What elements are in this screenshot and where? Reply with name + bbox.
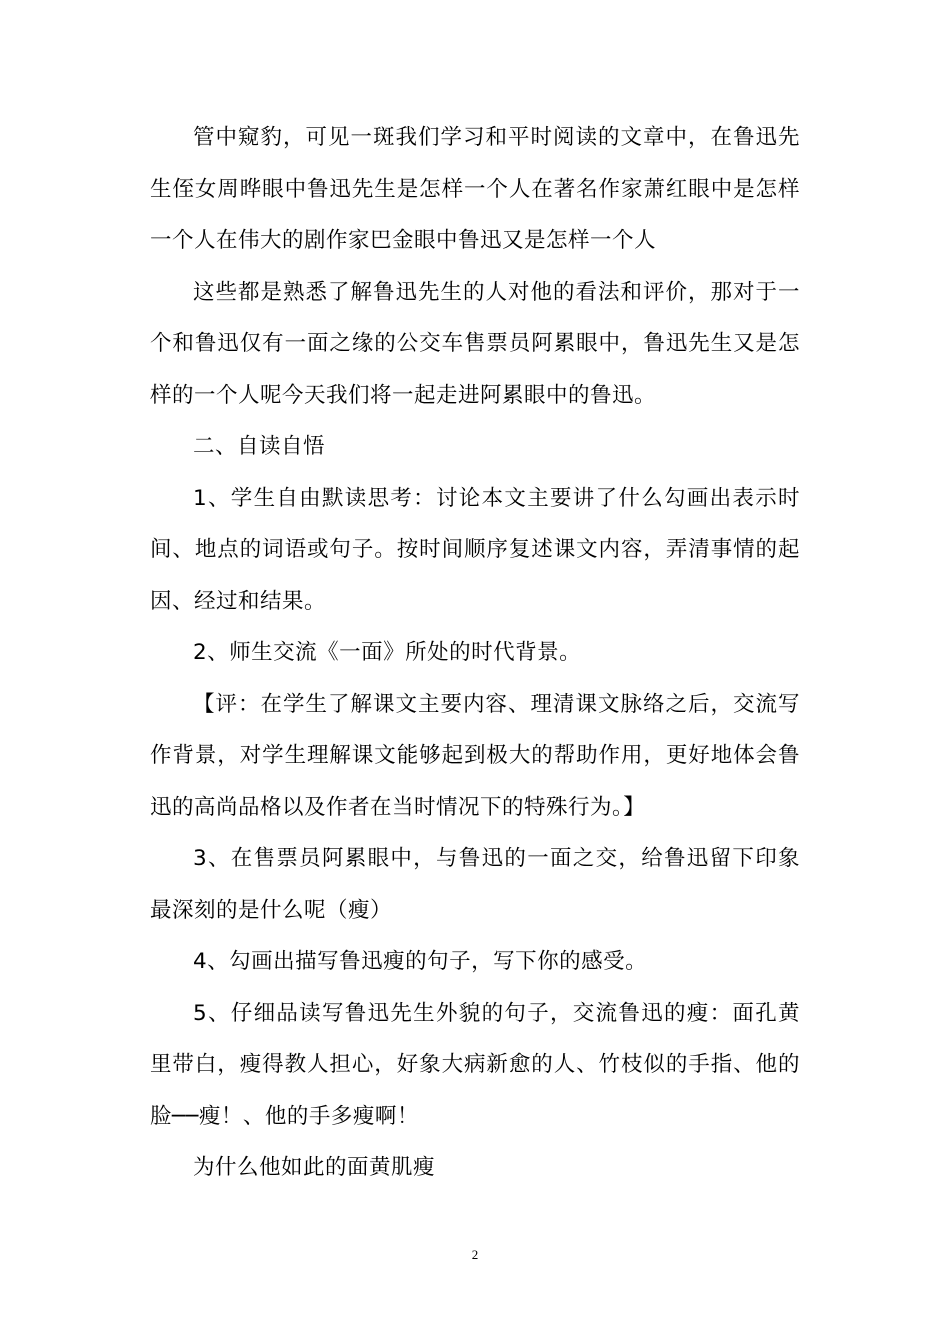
page-number: 2 xyxy=(471,1247,479,1262)
paragraph-comment: 【评：在学生了解课文主要内容、理清课文脉络之后，交流写作背景，对学生理解课文能够起到极大的帮助作用，更好地体会鲁迅的高尚品格以及作者在当时情况下的特殊行为。】 xyxy=(150,691,800,820)
paragraph-step-2: 2、师生交流《一面》所处的时代背景。 xyxy=(193,640,582,665)
paragraph-question: 为什么他如此的面黄肌瘦 xyxy=(193,1155,436,1180)
paragraph-step-1: 1、学生自由默读思考：讨论本文主要讲了什么勾画出表示时间、地点的词语或句子。按时间顺序复述课文内容，弄清事情的起因、经过和结果。 xyxy=(150,485,800,614)
paragraph-intro: 管中窥豹，可见一斑我们学习和平时阅读的文章中，在鲁迅先生侄女周晔眼中鲁迅先生是怎样一个人在著名作家萧红眼中是怎样一个人在伟大的剧作家巴金眼中鲁迅又是怎样一个人 xyxy=(150,125,800,253)
paragraph-step-3: 3、在售票员阿累眼中，与鲁迅的一面之交，给鲁迅留下印象最深刻的是什么呢（瘦） xyxy=(150,846,800,923)
paragraph-step-5: 5、仔细品读写鲁迅先生外貌的句子，交流鲁迅的瘦：面孔黄里带白，瘦得教人担心，好象大病新愈的人、竹枝似的手指、他的脸──瘦！、他的手多瘦啊！ xyxy=(150,1000,800,1129)
document-body xyxy=(150,112,800,1194)
section-heading-self-reading: 二、自读自悟 xyxy=(193,434,326,459)
paragraph-transition: 这些都是熟悉了解鲁迅先生的人对他的看法和评价，那对于一个和鲁迅仅有一面之缘的公交车售票员阿累眼中，鲁迅先生又是怎样的一个人呢今天我们将一起走进阿累眼中的鲁迅。 xyxy=(150,279,800,408)
paragraph-step-4: 4、勾画出描写鲁迅瘦的句子，写下你的感受。 xyxy=(193,949,648,974)
